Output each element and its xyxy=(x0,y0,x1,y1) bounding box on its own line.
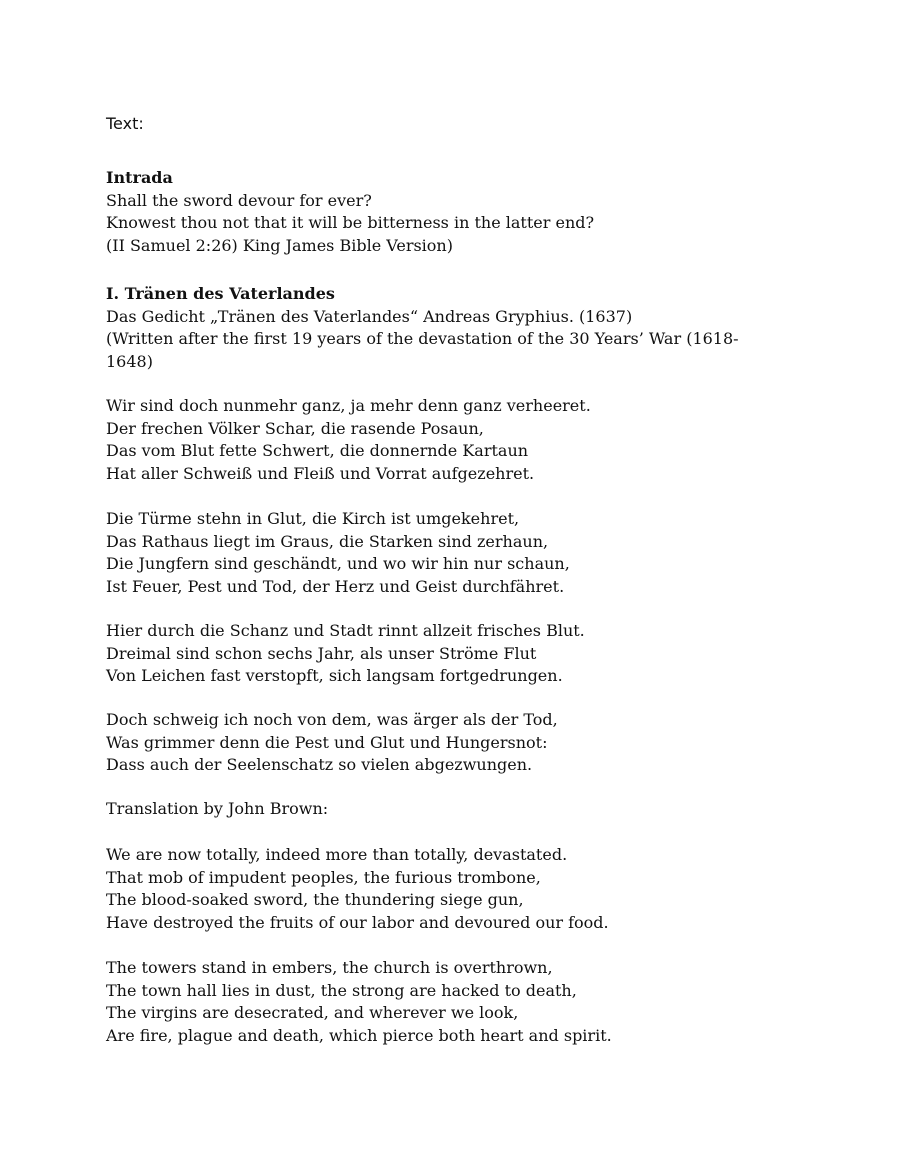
poem-line: Have destroyed the fruits of our labor and devoured our food. xyxy=(106,912,609,932)
poem-stanza-de-3 xyxy=(106,620,786,688)
intrada-line: Shall the sword devour for ever? xyxy=(106,190,372,210)
poem-line: Dreimal sind schon sechs Jahr, als unser Ströme Flut xyxy=(106,643,537,663)
poem-line: Das vom Blut fette Schwert, die donnernde Kartaun xyxy=(106,441,529,461)
intrada-section xyxy=(106,167,786,257)
section-1-intro: 1648) xyxy=(106,351,153,371)
poem-line: The town hall lies in dust, the strong are hacked to death, xyxy=(106,980,577,1000)
poem-line: The towers stand in embers, the church is overthrown, xyxy=(106,958,553,977)
poem-line: Ist Feuer, Pest und Tod, der Herz und Geist durchfähret. xyxy=(106,576,565,596)
poem-line: Von Leichen fast verstopft, sich langsam fortgedrungen. xyxy=(106,666,563,686)
section-1 xyxy=(106,283,786,373)
poem-line: Wir sind doch nunmehr ganz, ja mehr denn ganz verheeret. xyxy=(106,396,591,415)
poem-line: We are now totally, indeed more than totally, devastated. xyxy=(106,845,568,864)
poem-line: Hat aller Schweiß und Fleiß und Vorrat aufgezehret. xyxy=(106,463,535,483)
intrada-heading: Intrada xyxy=(106,168,173,187)
section-1-intro: Das Gedicht „Tränen des Vaterlandes“ Andreas Gryphius. (1637) xyxy=(106,306,633,326)
poem-line: Der frechen Völker Schar, die rasende Posaun, xyxy=(106,418,484,438)
poem-line: The blood-soaked sword, the thundering siege gun, xyxy=(106,890,524,910)
poem-stanza-de-2 xyxy=(106,508,786,598)
poem-line: Dass auch der Seelenschatz so vielen abgezwungen. xyxy=(106,755,533,775)
poem-line: Das Rathaus liegt im Graus, die Starken sind zerhaun, xyxy=(106,531,549,551)
poem-line: Die Jungfern sind geschändt, und wo wir hin nur schaun, xyxy=(106,554,570,574)
poem-line: Hier durch die Schanz und Stadt rinnt allzeit frisches Blut. xyxy=(106,621,585,640)
poem-line: Was grimmer denn die Pest und Glut und Hungersnot: xyxy=(106,732,548,752)
poem-line: Are fire, plague and death, which pierce both heart and spirit. xyxy=(106,1025,612,1045)
intrada-line: Knowest thou not that it will be bitterness in the latter end? xyxy=(106,213,595,233)
poem-stanza-en-2 xyxy=(106,957,786,1047)
section-1-intro: (Written after the first 19 years of the devastation of the 30 Years’ War (1618- xyxy=(106,329,739,349)
poem-line: The virgins are desecrated, and wherever we look, xyxy=(106,1003,519,1023)
poem-line: Die Türme stehn in Glut, die Kirch ist umgekehret, xyxy=(106,509,520,528)
translation-credit-block xyxy=(106,798,786,821)
translation-credit: Translation by John Brown: xyxy=(106,799,329,818)
poem-line: That mob of impudent peoples, the furious trombone, xyxy=(106,867,541,887)
section-1-heading: I. Tränen des Vaterlandes xyxy=(106,284,335,303)
text-label: Text: xyxy=(106,114,144,133)
poem-stanza-en-1 xyxy=(106,844,786,934)
poem-line: Doch schweig ich noch von dem, was ärger als der Tod, xyxy=(106,710,558,729)
poem-stanza-de-1 xyxy=(106,395,786,485)
poem-stanza-de-4 xyxy=(106,709,786,777)
intrada-line: (II Samuel 2:26) King James Bible Version) xyxy=(106,235,453,255)
